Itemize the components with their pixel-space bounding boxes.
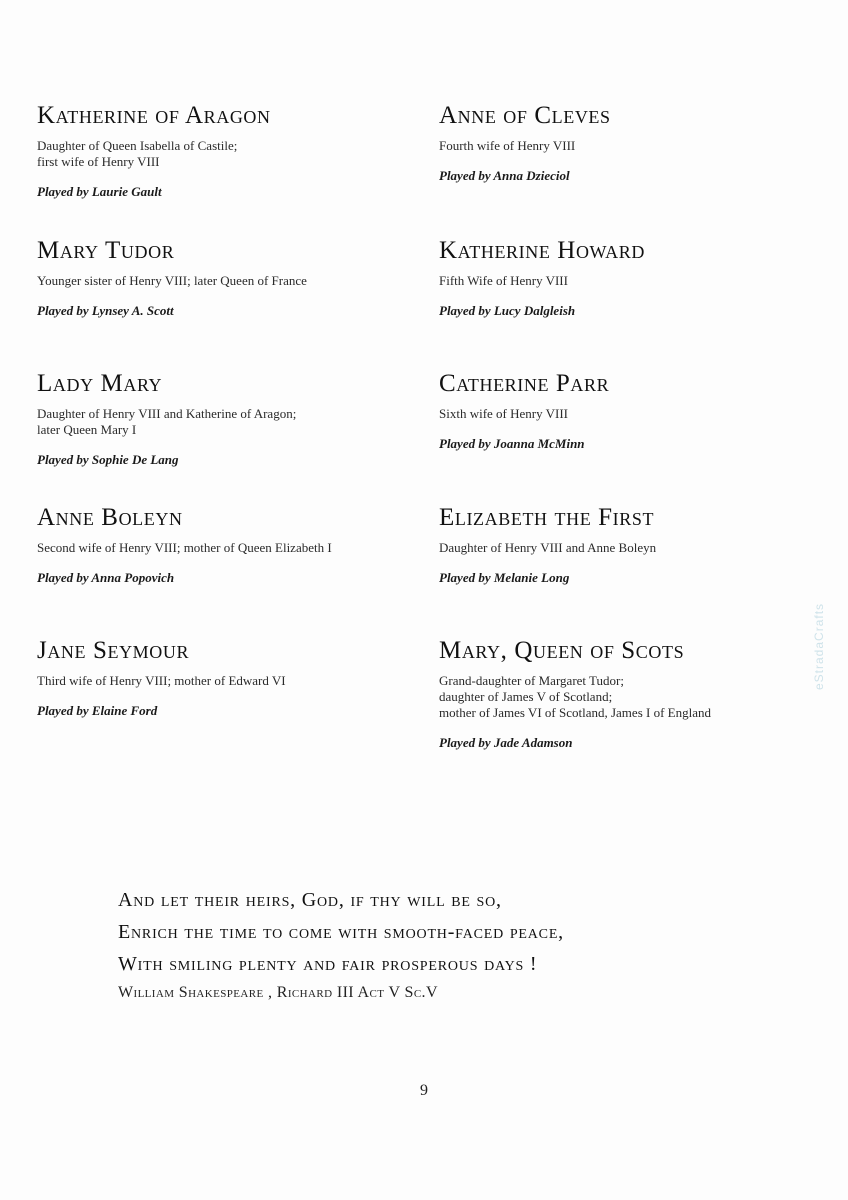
cast-entry [37,635,417,719]
cast-entry [37,235,417,319]
actor-credit: Played by Melanie Long [439,570,570,585]
right-cast-column-5 [439,635,819,751]
quote-line: With smiling plenty and fair prosperous days ! [118,953,538,975]
actor-credit: Played by Laurie Gault [37,184,162,199]
actor-credit: Played by Jade Adamson [439,735,573,750]
cast-entry [37,368,417,468]
actor-credit: Played by Elaine Ford [37,703,158,718]
character-description: Sixth wife of Henry VIII [439,406,569,421]
left-cast-column-4 [37,502,417,586]
left-cast-column-2 [37,235,417,319]
character-description: Fifth Wife of Henry VIII [439,273,568,288]
actor-credit: Played by Anna Dzieciol [439,168,570,183]
character-description: Grand-daughter of Margaret Tudor; daughter of James V of Scotland; mother of James VI of Scotland, James I of England [439,673,711,720]
right-cast-column-4 [439,502,819,586]
quote-line: Enrich the time to come with smooth-faced peace, [118,921,564,943]
character-description: Younger sister of Henry VIII; later Queen of France [37,273,307,288]
left-cast-column-5 [37,635,417,719]
character-name: Katherine Howard [439,237,645,264]
cast-entry [439,235,819,319]
character-name: Jane Seymour [37,637,190,664]
character-description: Daughter of Henry VIII and Anne Boleyn [439,540,657,555]
character-name: Mary Tudor [37,237,175,264]
cast-entry [439,368,819,452]
actor-credit: Played by Lucy Dalgleish [439,303,576,318]
watermark: eStradaCrafts [812,602,826,690]
cast-entry [439,635,819,751]
left-cast-column [37,100,417,200]
character-name: Anne Boleyn [37,504,183,531]
character-name: Lady Mary [37,370,163,397]
actor-credit: Played by Lynsey A. Scott [37,303,174,318]
character-name: Katherine of Aragon [37,102,271,129]
character-description: Fourth wife of Henry VIII [439,138,576,153]
character-description: Second wife of Henry VIII; mother of Queen Elizabeth I [37,540,332,555]
right-cast-column-3 [439,368,819,452]
character-description: Third wife of Henry VIII; mother of Edward VI [37,673,286,688]
character-name: Mary, Queen of Scots [439,637,685,664]
quote-attribution: William Shakespeare , Richard III Act V Sc.V [118,984,438,1001]
character-description: Daughter of Henry VIII and Katherine of Aragon; later Queen Mary I [37,406,297,437]
character-description: Daughter of Queen Isabella of Castile; first wife of Henry VIII [37,138,238,169]
shakespeare-quote [118,884,758,1002]
page-number: 9 [420,1082,428,1099]
character-name: Catherine Parr [439,370,610,397]
right-cast-column-2 [439,235,819,319]
character-name: Elizabeth the First [439,504,655,531]
left-cast-column-3 [37,368,417,468]
actor-credit: Played by Sophie De Lang [37,452,179,467]
cast-entry [37,502,417,586]
quote-line: And let their heirs, God, if thy will be so, [118,889,502,911]
cast-entry [37,100,417,200]
actor-credit: Played by Anna Popovich [37,570,175,585]
right-cast-column [439,100,819,184]
actor-credit: Played by Joanna McMinn [439,436,585,451]
cast-entry [439,100,819,184]
cast-entry [439,502,819,586]
character-name: Anne of Cleves [439,102,611,129]
